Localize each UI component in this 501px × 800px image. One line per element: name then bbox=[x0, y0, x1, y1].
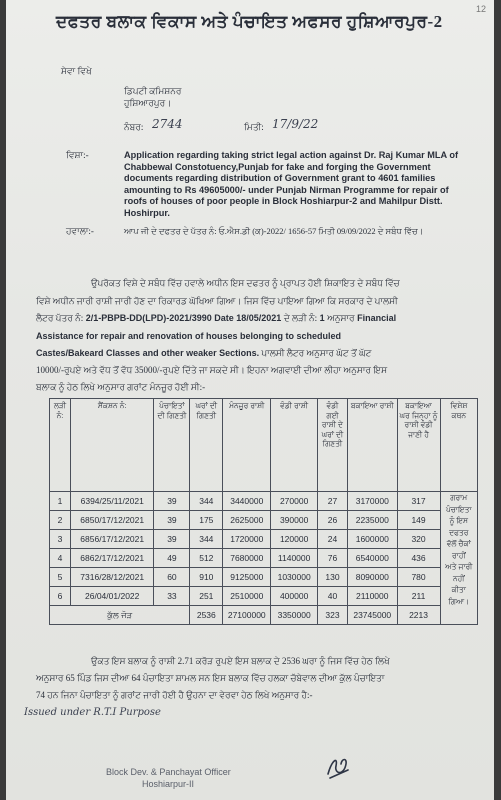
cell: 3440000 bbox=[223, 492, 271, 511]
closing-line-3: 74 ਹਨ ਜਿਨਾ ਪੰਚਾਇਤਾ ਨੂੰ ਗਰਾਂਟ ਜਾਰੀ ਹੋਈ ਹੈ ਉਹਨਾ ਦਾ ਵੇਰਵਾ ਹੇਠ ਲਿਖੇ ਅਨੁਸਾਰ ਹੈ:- bbox=[36, 690, 313, 700]
closing-line-2: ਅਨੁਸਾਰ 65 ਪਿੰਡ ਜਿਸ ਦੀਆ 64 ਪੰਚਾਇਤਾ ਸ਼ਾਮਲ ਸਨ ਇਸ ਬਲਾਕ ਵਿੱਚ ਹਲਕਾ ਚੱਬੇਵਾਲ ਦੀਆ ਕੁੱਲ ਪੰਚਾਇਤਾ bbox=[36, 673, 385, 683]
number-value: 2744 bbox=[152, 117, 183, 131]
table-row bbox=[50, 530, 478, 549]
cell: 4 bbox=[50, 549, 71, 568]
total-sanctioned: 27100000 bbox=[223, 606, 271, 625]
cell: 8090000 bbox=[348, 568, 398, 587]
cell: 6862/17/12/2021 bbox=[71, 549, 154, 568]
cell: 910 bbox=[190, 568, 223, 587]
cell: 512 bbox=[190, 549, 223, 568]
cell: 76 bbox=[317, 549, 347, 568]
remarks-cell bbox=[440, 492, 477, 625]
financial-word: Financial bbox=[354, 313, 397, 323]
cell: 2510000 bbox=[223, 587, 271, 606]
col-header-balance-houses: ਬਕਾਇਆ ਘਰ ਜਿਨ੍ਹਾ ਨੂੰ ਰਾਸ਼ੀ ਵੰਡੀ ਜਾਣੀ ਹੈ bbox=[397, 399, 440, 492]
cell: 49 bbox=[154, 549, 190, 568]
cell: 40 bbox=[317, 587, 347, 606]
cell: 1140000 bbox=[271, 549, 318, 568]
cell: 5 bbox=[50, 568, 71, 587]
handwritten-note: Issued under R.T.I Purpose bbox=[24, 707, 161, 718]
total-distributed: 3350000 bbox=[271, 606, 318, 625]
col-header-sanctioned-amount: ਮੰਨਜ਼ੂਰ ਰਾਸ਼ੀ bbox=[223, 399, 271, 492]
paragraph-line-3 bbox=[36, 311, 476, 326]
document-page bbox=[6, 0, 494, 800]
table-header-row bbox=[50, 399, 478, 492]
cell: 130 bbox=[317, 568, 347, 587]
cell: 2 bbox=[50, 511, 71, 530]
col-header-distributed-amount: ਵੰਡੀ ਰਾਸ਼ੀ bbox=[271, 399, 318, 492]
remark-line: ਵੱਲੋਂ ਚੈਕਾਂ bbox=[446, 539, 471, 548]
table-row bbox=[50, 568, 478, 587]
cell: 344 bbox=[190, 492, 223, 511]
cell: 2235000 bbox=[348, 511, 398, 530]
total-balance-houses: 2213 bbox=[397, 606, 440, 625]
total-balance: 23745000 bbox=[348, 606, 398, 625]
total-houses: 2536 bbox=[190, 606, 223, 625]
stamp-line-2: Hoshiarpur-II bbox=[142, 779, 195, 789]
grant-table bbox=[49, 398, 478, 625]
total-distributed-houses: 323 bbox=[317, 606, 347, 625]
addressee-line-1: ਡਿਪਟੀ ਕਮਿਸ਼ਨਰ bbox=[124, 86, 182, 96]
cell: 1 bbox=[50, 492, 71, 511]
remark-line: ਨੂੰ ਇਸ bbox=[449, 516, 469, 525]
cell: 1600000 bbox=[348, 530, 398, 549]
remark-line: ਅਤੇ ਜਾਰੀ bbox=[445, 562, 473, 571]
salutation: ਸੇਵਾ ਵਿਖੇ bbox=[61, 66, 92, 76]
cell: 400000 bbox=[271, 587, 318, 606]
cell: 6850/17/12/2021 bbox=[71, 511, 154, 530]
remark-line: ਦਫਤਰ bbox=[449, 527, 469, 537]
castes-phrase: Castes/Bakeard Classes and other weaker Sections. bbox=[36, 348, 260, 358]
remark-line: ਗਰਾਮ bbox=[450, 493, 468, 502]
cell: 33 bbox=[154, 587, 190, 606]
cell: 317 bbox=[397, 492, 440, 511]
cell: 780 bbox=[397, 568, 440, 587]
table-row bbox=[50, 549, 478, 568]
cell: 1030000 bbox=[271, 568, 318, 587]
policy-letter-number: 2/1-PBPB-DD(LPD)-2021/3990 Date 18/05/2021 bbox=[83, 313, 284, 323]
cell: 27 bbox=[317, 492, 347, 511]
total-label: ਕੁੱਲ ਜੋੜ bbox=[50, 606, 190, 625]
cell: 120000 bbox=[271, 530, 318, 549]
cell: 344 bbox=[190, 530, 223, 549]
table-total-row bbox=[50, 606, 478, 625]
number-label: ਨੰਬਰ: bbox=[124, 122, 144, 132]
cell: 24 bbox=[317, 530, 347, 549]
cell: 436 bbox=[397, 549, 440, 568]
reference-text: ਆਪ ਜੀ ਦੇ ਦਫਤਰ ਦੇ ਪੱਤਰ ਨੰ: ਓ.ਐਸ.ਡੀ (ਕ)-2022/ 1656-57 ਮਿਤੀ 09/09/2022 ਦੇ ਸਬੰਧ ਵਿੱਚ। bbox=[124, 226, 424, 236]
col-header-serial: ਲੜੀ ਨੰ: bbox=[50, 399, 71, 492]
col-header-panchayats: ਪੰਚਾਇਤਾਂ ਦੀ ਗਿਣਤੀ bbox=[154, 399, 190, 492]
cell: 2110000 bbox=[348, 587, 398, 606]
cell: 6856/17/12/2021 bbox=[71, 530, 154, 549]
paragraph-line-6: 10000/-ਰੁਪਏ ਅਤੇ ਵੱਧ ਤੋਂ ਵੱਧ 35000/-ਰੁਪਏ ਦਿੱਤੇ ਜਾ ਸਕਦੇ ਸੀ। ਇਹਨਾ ਅਗਵਾਈ ਦੀਆ ਲੀਹਾ ਅਨੁਸਾਰ ਇਸ bbox=[36, 365, 388, 375]
table-row bbox=[50, 587, 478, 606]
cell: 2625000 bbox=[223, 511, 271, 530]
cell: 26 bbox=[317, 511, 347, 530]
officer-stamp bbox=[106, 766, 231, 790]
remark-line: ਪੰਚਾਇਤਾ bbox=[446, 504, 472, 514]
cell: 7316/28/12/2021 bbox=[71, 568, 154, 587]
cell: 270000 bbox=[271, 492, 318, 511]
signature-icon bbox=[322, 752, 356, 782]
col-header-balance-amount: ਬਕਾਇਆ ਰਾਸ਼ੀ bbox=[348, 399, 398, 492]
cell: 149 bbox=[397, 511, 440, 530]
subject-label: ਵਿਸ਼ਾ:- bbox=[66, 150, 89, 160]
remark-line: ਨਹੀਂ bbox=[452, 573, 465, 583]
policy-letter-label: ਲੈਟਰ ਪੱਤਰ ਨੰ: bbox=[36, 313, 84, 323]
cell: 251 bbox=[190, 587, 223, 606]
office-header: ਦਫਤਰ ਬਲਾਕ ਵਿਕਾਸ ਅਤੇ ਪੰਚਾਇਤ ਅਫਸਰ ਹੁਸ਼ਿਆਰਪੁਰ-2 bbox=[56, 12, 443, 31]
cell: 26/04/01/2022 bbox=[71, 587, 154, 606]
paragraph-line-4: Assistance for repair and renovation of houses belonging to scheduled bbox=[36, 331, 342, 341]
col-header-houses: ਘਰਾਂ ਦੀ ਗਿਣਤੀ bbox=[190, 399, 223, 492]
reference-label: ਹਵਾਲਾ:- bbox=[66, 226, 94, 236]
paragraph-line-1: ਉਪਰੋਕਤ ਵਿਸ਼ੇ ਦੇ ਸਬੰਧ ਵਿੱਚ ਹਵਾਲੇ ਅਧੀਨ ਇਸ ਦਫਤਰ ਨੂੰ ਪ੍ਰਾਪਤ ਹੋਈ ਸ਼ਿਕਾਇਤ ਦੇ ਸਬੰਧ ਵਿੱਚ bbox=[91, 278, 400, 288]
remark-line: ਕੀਤਾ bbox=[451, 585, 466, 594]
date-value: 17/9/22 bbox=[272, 117, 319, 131]
cell: 60 bbox=[154, 568, 190, 587]
serial-number: 1 bbox=[317, 313, 328, 323]
page-number: 12 bbox=[475, 4, 486, 14]
closing-paragraph bbox=[36, 653, 476, 704]
cell: 175 bbox=[190, 511, 223, 530]
paragraph-line-2: ਵਿਸ਼ੇ ਅਧੀਨ ਜਾਰੀ ਰਾਸ਼ੀ ਜਾਰੀ ਹੋਣ ਦਾ ਰਿਕਾਰਡ ਘੋਖਿਆ ਗਿਆ। ਜਿਸ ਵਿੱਚ ਪਾਇਆ ਗਿਆ ਕਿ ਸਰਕਾਰ ਦੇ ਪਾਲਸੀ bbox=[36, 296, 398, 306]
cell: 390000 bbox=[271, 511, 318, 530]
closing-line-1: ਉਕਤ ਇਸ ਬਲਾਕ ਨੂੰ ਰਾਸ਼ੀ 2.71 ਕਰੋੜ ਰੁਪਏ ਇਸ ਬਲਾਕ ਦੇ 2536 ਘਰਾ ਨੂੰ ਜਿਸ ਵਿੱਚ ਹੇਠ ਲਿਖੇ bbox=[91, 656, 390, 666]
cell: 39 bbox=[154, 511, 190, 530]
cell: 1720000 bbox=[223, 530, 271, 549]
paragraph-line-5 bbox=[36, 346, 476, 361]
cell: 39 bbox=[154, 492, 190, 511]
cell: 320 bbox=[397, 530, 440, 549]
table-row bbox=[50, 511, 478, 530]
cell: 39 bbox=[154, 530, 190, 549]
serial-label: ਦੇ ਲੜੀ ਨੰ: bbox=[283, 313, 318, 323]
cell: 9125000 bbox=[223, 568, 271, 587]
cell: 6540000 bbox=[348, 549, 398, 568]
cell: 6 bbox=[50, 587, 71, 606]
remark-line: ਗਿਆ। bbox=[448, 596, 470, 606]
col-header-distributed-houses: ਵੰਡੀ ਗਈ ਰਾਸ਼ੀ ਦੇ ਘਰਾਂ ਦੀ ਗਿਣਤੀ bbox=[317, 399, 347, 492]
date-label: ਮਿਤੀ: bbox=[244, 122, 264, 132]
stamp-line-1: Block Dev. & Panchayat Officer bbox=[106, 767, 231, 777]
col-header-remarks: ਵਿਸ਼ੇਸ਼ ਕਥਨ bbox=[440, 399, 477, 492]
cell: 211 bbox=[397, 587, 440, 606]
remark-line: ਰਾਹੀਂ bbox=[451, 550, 466, 560]
cell: 7680000 bbox=[223, 549, 271, 568]
paragraph-line-7: ਬਲਾਕ ਨੂੰ ਹੇਠ ਲਿਖੇ ਅਨੁਸਾਰ ਗਰਾਂਟ ਮੰਨਜ਼ੂਰ ਹੋਈ ਸੀ:- bbox=[36, 382, 206, 392]
according-label: ਅਨੁਸਾਰ bbox=[327, 313, 355, 323]
cell: 3 bbox=[50, 530, 71, 549]
cell: 6394/25/11/2021 bbox=[71, 492, 154, 511]
policy-limit-phrase: ਪਾਲਸੀ ਲੈਟਰ ਅਨੁਸਾਰ ਘੱਟ ਤੋਂ ਘੱਟ bbox=[259, 348, 372, 358]
subject-text: Application regarding taking strict legal action against Dr. Raj Kumar MLA of Chabbewal Constotuency,Punjab for fake and forging the Government documents regarding distribution of Government grant to 4601 families amounting to Rs 49605000/- under Punjab Nirman Programme for repair of roofs of houses of poor people in Block Hoshiarpur-2 and Mahilpur Distt. Hoshirpur. bbox=[124, 150, 459, 218]
table-row bbox=[50, 492, 478, 511]
cell: 3170000 bbox=[348, 492, 398, 511]
addressee-line-2: ਹੁਸ਼ਿਆਰਪੁਰ। bbox=[124, 98, 172, 108]
col-header-sanction: ਸੈਂਕਸ਼ਨ ਨੰ: bbox=[71, 399, 154, 492]
